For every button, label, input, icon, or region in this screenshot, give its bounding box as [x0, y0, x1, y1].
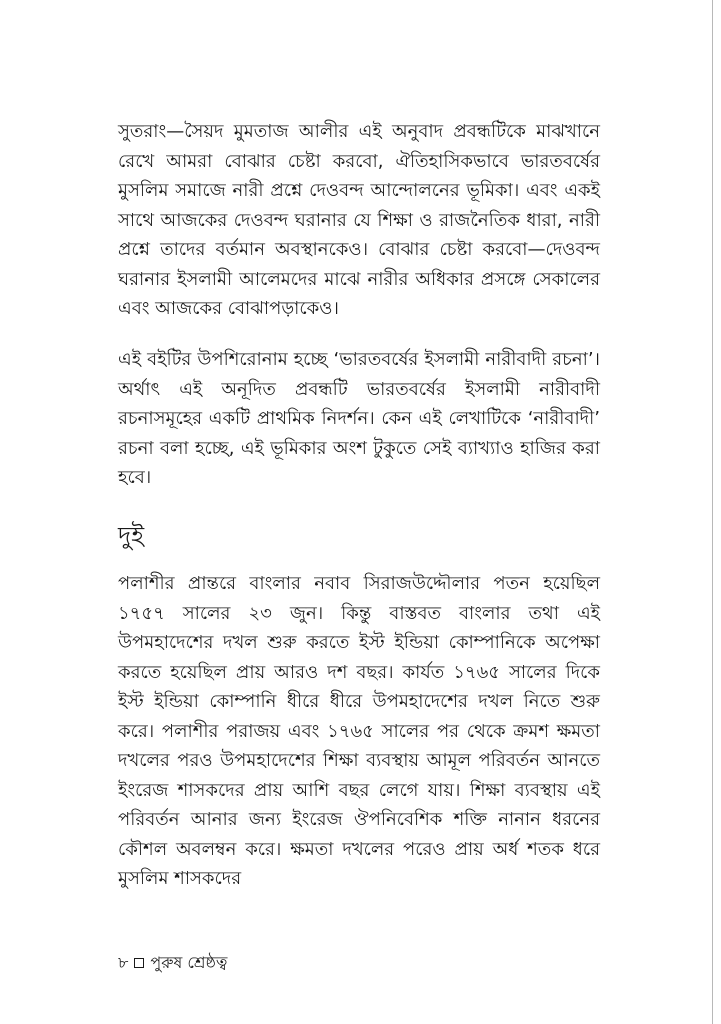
- page-edge-divider: [712, 0, 713, 1024]
- page-footer: [118, 953, 227, 973]
- square-separator-icon: [134, 958, 144, 968]
- book-title: পুরুষ শ্রেষ্ঠত্ব: [150, 953, 228, 972]
- section-heading: দুই: [118, 521, 145, 550]
- paragraph-3: পলাশীর প্রান্তরে বাংলার নবাব সিরাজউদ্দৌলার পতন হয়েছিল ১৭৫৭ সালের ২৩ জুন। কিন্তু বাস্তবত বাংলার তথা এই উপমহাদেশের দখল শুরু করতে ইস্ট ইন্ডিয়া কোম্পানিকে অপেক্ষা করতে হয়েছিল প্রায় আরও দশ বছর। কার্যত ১৭৬৫ সালের দিকে ইস্ট ইন্ডিয়া কোম্পানি ধীরে ধীরে উপমহাদেশের দখল নিতে শুরু করে। পলাশীর পরাজয় এবং ১৭৬৫ সালের পর থেকে ক্রমশ ক্ষমতা দখলের পরও উপমহাদেশের শিক্ষা ব্যবস্থায় আমূল পরিবর্তন আনতে ইংরেজ শাসকদের প্রায় আশি বছর লেগে যায়। শিক্ষা ব্যবস্থায় এই পরিবর্তন আনার জন্য ইংরেজ ঔপনিবেশিক শক্তি নানান ধরনের কৌশল অবলম্বন করে। ক্ষমতা দখলের পরেও প্রায় অর্ধ শতক ধরে মুসলিম শাসকদের: [118, 573, 600, 889]
- paragraph-2: এই বইটির উপশিরোনাম হচ্ছে ‘ভারতবর্ষের ইসলামী নারীবাদী রচনা’। অর্থাৎ এই অনূদিত প্রবন্ধটি ভারতবর্ষের ইসলামী নারীবাদী রচনাসমূহের একটি প্রাথমিক নিদর্শন। কেন এই লেখাটিকে ‘নারীবাদী’ রচনা বলা হচ্ছে, এই ভূমিকার অংশ টুকুতে সেই ব্যাখ্যাও হাজির করা হবে।: [118, 349, 600, 488]
- page-number: ৮: [118, 953, 129, 972]
- paragraph-1: সুতরাং—সৈয়দ মুমতাজ আলীর এই অনুবাদ প্রবন্ধটিকে মাঝখানে রেখে আমরা বোঝার চেষ্টা করবো, ঐতিহাসিকভাবে ভারতবর্ষের মুসলিম সমাজে নারী প্রশ্নে দেওবন্দ আন্দোলনের ভূমিকা। এবং একই সাথে আজকের দেওবন্দ ঘরানার যে শিক্ষা ও রাজনৈতিক ধারা, নারী প্রশ্নে তাদের বর্তমান অবস্থানকেও। বোঝার চেষ্টা করবো—দেওবন্দ ঘরানার ইসলামী আলেমদের মাঝে নারীর অধিকার প্রসঙ্গে সেকালের এবং আজকের বোঝাপড়াকেও।: [118, 121, 600, 319]
